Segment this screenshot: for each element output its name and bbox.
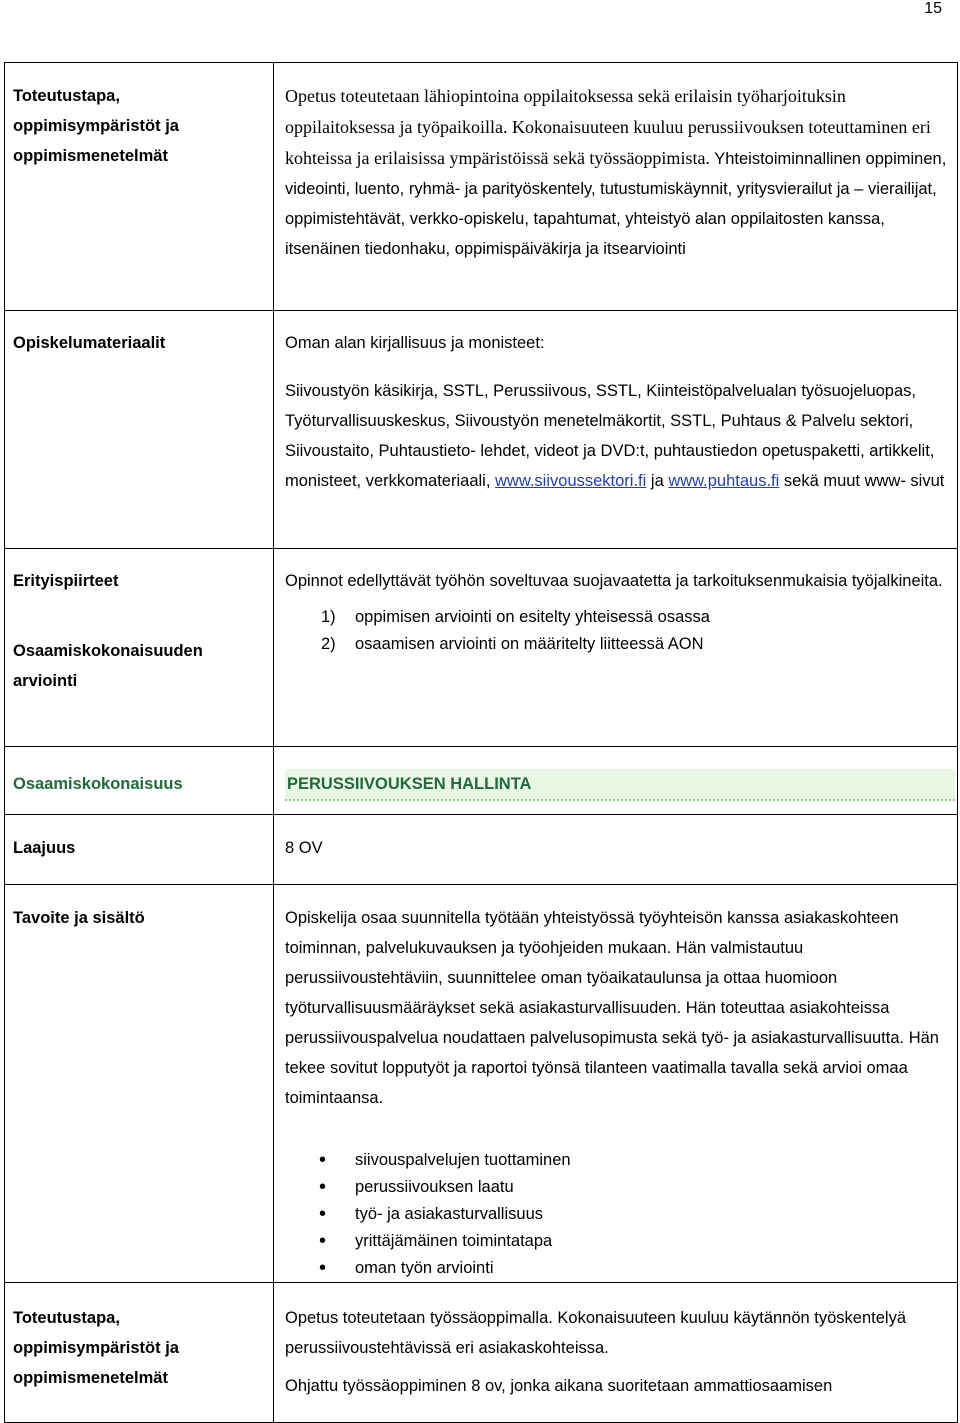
list-item [285, 1174, 949, 1201]
module-title: PERUSSIIVOUKSEN HALLINTA [285, 769, 955, 801]
puhtaus-link[interactable]: www.puhtaus.fi [668, 472, 780, 490]
list-item [285, 1228, 949, 1255]
special-features-text: Opinnot edellyttävät työhön soveltuvaa suojavaatetta ja tarkoituksenmukaisia työjalkineita. [285, 572, 943, 590]
assessment-list [285, 604, 949, 658]
content-bullet-list [285, 1147, 949, 1282]
item-text: työ- ja asiakasturvallisuus [355, 1205, 543, 1223]
label-erityispiirteet: Erityispiirteet [13, 572, 119, 590]
item-number: 2) [321, 635, 336, 653]
materials-and: ja [646, 472, 669, 490]
curriculum-table [4, 62, 958, 1423]
row-content [274, 311, 958, 549]
row-toteutustapa-2 [5, 1283, 958, 1423]
row-laajuus [5, 815, 958, 885]
item-text: osaamisen arviointi on määritelty liitteessä AON [355, 635, 704, 653]
row-label: Tavoite ja sisältö [5, 885, 274, 1283]
implementation-methods-text: Yhteistoiminnallinen oppiminen, videointi, luento, ryhmä- ja parityöskentely, tutustumiskäynnit, yritysvierailut ja – vierailijat, oppimistehtävät, verkko-opiskelu, tapahtumat, yhteistyö alan oppilaitosten kanssa, itsenäinen tiedonhaku, oppimispäiväkirja ja itsearviointi [285, 150, 947, 258]
list-item [285, 631, 949, 658]
siivoussektori-link[interactable]: www.siivoussektori.fi [495, 472, 647, 490]
row-content [274, 549, 958, 747]
row-label [5, 63, 274, 311]
bullet-icon: • [319, 1257, 327, 1279]
label-line: Toteutustapa, [13, 1309, 120, 1327]
list-item [285, 604, 949, 631]
list-item [285, 1255, 949, 1282]
implementation-text-2: Ohjattu työssäoppiminen 8 ov, jonka aikana suoritetaan ammattiosaamisen [285, 1377, 833, 1395]
label-line: oppimisympäristöt ja [13, 1339, 179, 1357]
item-text: perussiivouksen laatu [355, 1178, 514, 1196]
row-label: Opiskelumateriaalit [5, 311, 274, 549]
row-label [5, 549, 274, 747]
list-item [285, 1147, 949, 1174]
bullet-icon: • [319, 1203, 327, 1225]
row-label: Osaamiskokonaisuus [5, 747, 274, 815]
objective-text: Opiskelija osaa suunnitella työtään yhteistyössä työyhteisön kanssa asiakaskohteen toiminnan, palvelukuvauksen ja työohjeiden mukaan. Hän valmistautuu perussiivoustehtäviin, suunnittelee oman työaikataulunsa ja ottaa huomioon työturvallisuusmääräykset sekä asiakasturvallisuuden. Hän toteuttaa asiakohteissa perussiivouspalvelua noudattaen palvelusopimusta sekä työ- ja asiakasturvallisuutta. Hän tekee sovitut lopputyöt ja raportoi työnsä tilanteen vaatimalla tavalla sekä arvioi omaa toimintaansa. [285, 909, 939, 1107]
row-label: Laajuus [5, 815, 274, 885]
bullet-icon: • [319, 1230, 327, 1252]
label-line: Osaamiskokonaisuuden [13, 642, 203, 660]
label-line: oppimismenetelmät [13, 147, 168, 165]
row-tavoite [5, 885, 958, 1283]
item-text: oppimisen arviointi on esitelty yhteisessä osassa [355, 608, 710, 626]
implementation-serif-text: Opetus toteutetaan lähiopintoina oppilaitoksessa sekä erilaisin työharjoituksin oppilaitoksessa ja työpaikoilla. Kokonaisuuteen kuuluu perussiivouksen toteuttaminen eri kohteissa ja erilaisissa ympäristöissä sekä työssäoppimista. [285, 86, 931, 168]
row-content: 8 OV [274, 815, 958, 885]
label-line: oppimismenetelmät [13, 1369, 168, 1387]
materials-list [285, 376, 949, 496]
row-content [274, 1283, 958, 1423]
row-toteutustapa-1 [5, 63, 958, 311]
label-line: arviointi [13, 672, 78, 690]
label-line: Toteutustapa, [13, 87, 120, 105]
materials-tail: sekä muut www- sivut [779, 472, 945, 490]
row-osaamiskokonaisuus [5, 747, 958, 815]
item-number: 1) [321, 608, 336, 626]
row-content [274, 747, 958, 815]
materials-body: Siivoustyön käsikirja, SSTL, Perussiivous, SSTL, Kiinteistöpalvelualan työsuojeluopas, Työturvallisuuskeskus, Siivoustyön menetelmäkortit, SSTL, Puhtaus & Palvelu sektori, Siivoustaito, Puhtaustieto- lehdet, videot ja DVD:t, puhtaustiedon opetuspaketti, artikkelit, monisteet, verkkomateriaali, [285, 382, 935, 490]
row-label [5, 1283, 274, 1423]
row-content [274, 885, 958, 1283]
row-opiskelumateriaalit [5, 311, 958, 549]
implementation-text [285, 81, 949, 264]
implementation-text: Opetus toteutetaan työssäoppimalla. Kokonaisuuteen kuuluu käytännön työskentelyä perussiivoustehtävissä eri asiakaskohteissa. [285, 1309, 906, 1357]
item-text: yrittäjämäinen toimintatapa [355, 1232, 553, 1250]
materials-intro: Oman alan kirjallisuus ja monisteet: [285, 334, 545, 352]
page-number: 15 [924, 0, 942, 17]
bullet-icon: • [319, 1149, 327, 1171]
list-item [285, 1201, 949, 1228]
label-line: oppimisympäristöt ja [13, 117, 179, 135]
row-erityispiirteet [5, 549, 958, 747]
item-text: oman työn arviointi [355, 1259, 494, 1277]
item-text: siivouspalvelujen tuottaminen [355, 1151, 571, 1169]
bullet-icon: • [319, 1176, 327, 1198]
row-content [274, 63, 958, 311]
